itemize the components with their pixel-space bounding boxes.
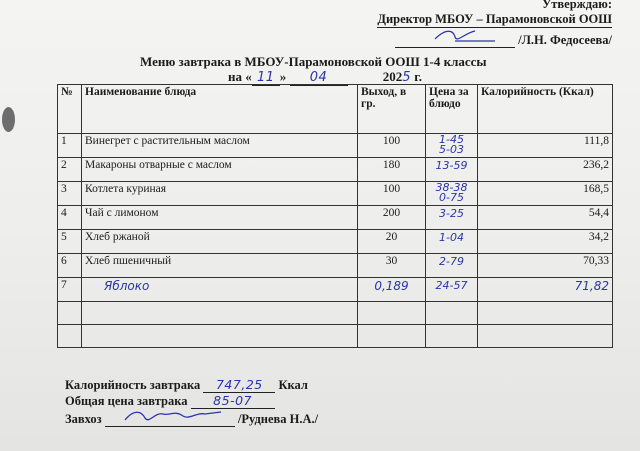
footer-calories [65,377,308,393]
price-value: 85-07 [191,393,275,409]
approval-word: Утверждаю: [542,0,612,11]
row-yield: 180 [358,158,426,182]
empty-cell [58,325,82,348]
table-row [58,206,613,230]
table-row [58,278,613,302]
table-row-empty [58,325,613,348]
row-yield: 100 [358,182,426,206]
row-price: 1-04 [426,230,478,254]
page-title: Меню завтрака в МБОУ-Парамоновской ООШ 1-4 классы [140,54,487,69]
director-name: /Л.Н. Федосеева/ [518,33,612,47]
empty-cell [82,325,358,348]
row-calories: 168,5 [478,182,613,206]
row-number: 6 [58,254,82,278]
row-price: 24-57 [426,278,478,302]
director-signature [395,31,515,48]
row-price: 13-59 [426,158,478,182]
row-calories: 54,4 [478,206,613,230]
price-label: Общая цена завтрака [65,394,188,408]
date-sep: » [279,69,287,84]
approval-signature-line [377,31,612,48]
header-calories: Калорийность (Ккал) [478,85,613,134]
approval-position: Директор МБОУ – Парамоновской ООШ [377,12,612,26]
table-row [58,230,613,254]
empty-cell [82,302,358,325]
empty-cell [358,302,426,325]
punch-hole [2,107,15,132]
calories-label: Калорийность завтрака [65,378,201,392]
row-number: 7 [58,278,82,302]
row-dish-name: Хлеб пшеничный [82,254,358,278]
storekeeper-signature-drawing [105,404,235,428]
date-day: 11 [252,70,280,86]
row-number: 1 [58,134,82,158]
header-dish-name: Наименование блюда [82,85,358,134]
footer-storekeeper [65,410,318,427]
row-dish-name: Винегрет с растительным маслом [82,134,358,158]
row-yield: 100 [358,134,426,158]
row-yield: 200 [358,206,426,230]
row-price: 3-25 [426,206,478,230]
row-calories: 236,2 [478,158,613,182]
menu-table [57,84,613,348]
table-row [58,254,613,278]
date-month: 04 [290,70,348,86]
row-dish-name: Яблоко [82,278,358,302]
date-year-digit: 5 [402,70,412,85]
row-dish-name: Хлеб ржаной [82,230,358,254]
table-row [58,182,613,206]
row-dish-name: Макароны отварные с маслом [82,158,358,182]
row-yield: 20 [358,230,426,254]
table-row [58,134,613,158]
empty-cell [478,325,613,348]
date-prefix: на « [228,69,252,84]
row-number: 4 [58,206,82,230]
table-row-empty [58,302,613,325]
date-year-prefix: 202 [382,69,403,84]
row-number: 2 [58,158,82,182]
storekeeper-signature [105,410,235,427]
row-calories: 34,2 [478,230,613,254]
row-yield: 0,189 [358,278,426,302]
empty-cell [478,302,613,325]
header-yield: Выход, в гр. [358,85,426,134]
row-calories: 71,82 [478,278,613,302]
row-calories: 111,8 [478,134,613,158]
row-dish-name: Котлета куриная [82,182,358,206]
row-price: 2-79 [426,254,478,278]
row-number: 3 [58,182,82,206]
table-row [58,158,613,182]
director-signature-drawing [395,25,515,49]
table-header-row [58,85,613,134]
header-number: № [58,85,82,134]
empty-cell [426,302,478,325]
row-dish-name: Чай с лимоном [82,206,358,230]
empty-cell [426,325,478,348]
header-price: Цена за блюдо [426,85,478,134]
storekeeper-name: /Руднева Н.А./ [237,412,319,426]
row-price: 1-45 5-03 [426,134,478,158]
approval-block [377,0,612,48]
calories-unit: Ккал [278,378,308,392]
row-number: 5 [58,230,82,254]
row-price: 38-38 0-75 [426,182,478,206]
storekeeper-label: Завхоз [65,412,102,426]
empty-cell [58,302,82,325]
row-yield: 30 [358,254,426,278]
calories-value: 747,25 [203,377,275,393]
row-calories: 70,33 [478,254,613,278]
empty-cell [358,325,426,348]
date-suffix: г. [414,69,422,84]
